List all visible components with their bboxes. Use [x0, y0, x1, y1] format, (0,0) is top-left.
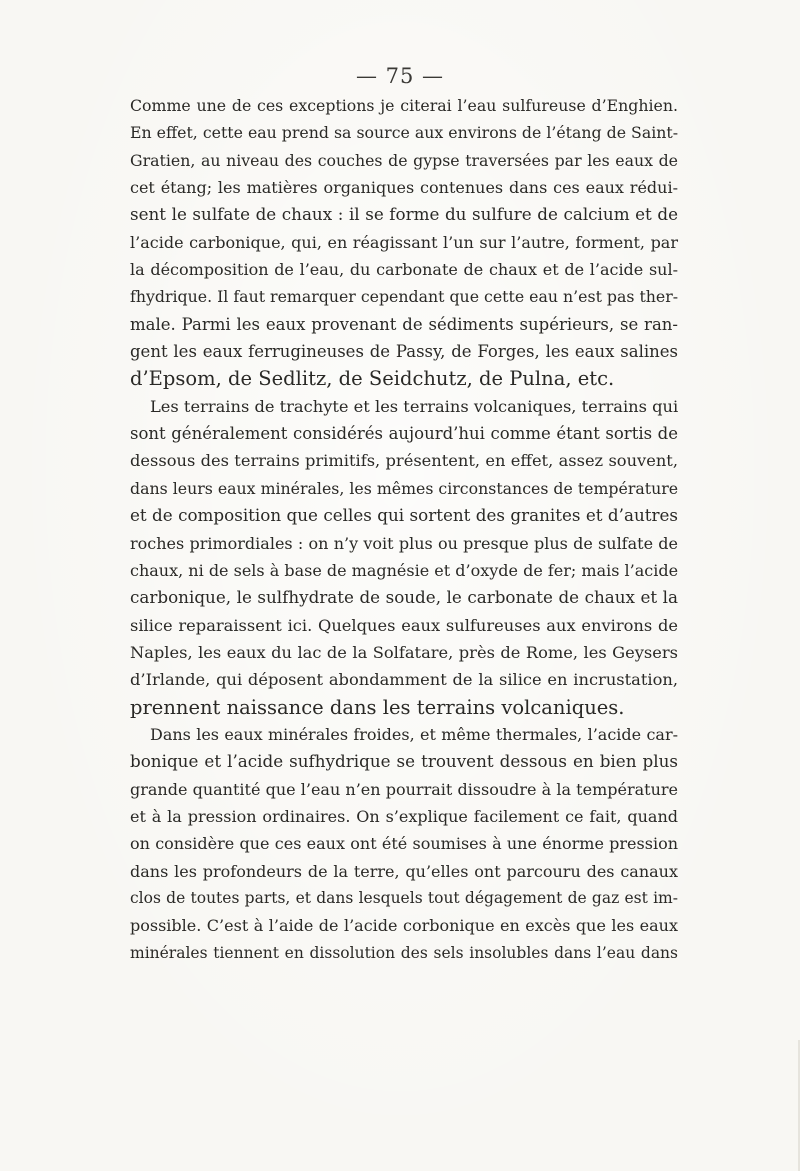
text-line: Naples, les eaux du lac de la Solfatare, près de Rome, les Geysers [130, 642, 678, 662]
text-line: roches primordiales : on n’y voit plus ou presque plus de sulfate de [130, 533, 678, 553]
text-line: chaux, ni de sels à base de magnésie et d’oxyde de fer; mais l’acide [130, 560, 679, 580]
text-line: En effet, cette eau prend sa source aux environs de l’étang de Saint- [130, 123, 679, 143]
text-line: dans les profondeurs de la terre, qu’elles ont parcouru des canaux [130, 861, 678, 881]
text-line: cet étang; les matières organiques contenues dans ces eaux rédui- [130, 178, 678, 198]
paragraph-start-line: Dans les eaux minérales froides, et même thermales, l’acide car- [150, 724, 678, 744]
body-text [130, 92, 678, 967]
text-line: fhydrique. Il faut remarquer cependant que cette eau n’est pas ther- [130, 287, 679, 307]
text-line: bonique et l’acide sufhydrique se trouvent dessous en bien plus [130, 751, 678, 772]
text-line: possible. C’est à l’aide de l’acide corbonique en excès que les eaux [130, 916, 678, 936]
text-line: l’acide carbonique, qui, en réagissant l’un sur l’autre, forment, par [130, 232, 678, 252]
text-line: Comme une de ces exceptions je citerai l’eau sulfureuse d’Enghien. [130, 96, 678, 115]
text-line: dessous des terrains primitifs, présentent, en effet, assez souvent, [130, 451, 678, 471]
paragraph-start-line: Les terrains de trachyte et les terrains volcaniques, terrains qui [150, 396, 679, 416]
text-line: Gratien, au niveau des couches de gypse traversées par les eaux de [130, 150, 678, 170]
text-line: prennent naissance dans les terrains volcaniques. [130, 695, 625, 719]
text-line: clos de toutes parts, et dans lesquels tout dégagement de gaz est im- [130, 888, 678, 907]
text-line: carbonique, le sulfhydrate de soude, le carbonate de chaux et la [130, 587, 678, 608]
text-line: et de composition que celles qui sortent des granites et d’autres [130, 505, 678, 526]
text-line: on considère que ces eaux ont été soumises à une énorme pression [130, 834, 678, 854]
text-line: minérales tiennent en dissolution des sels insolubles dans l’eau dans [130, 943, 678, 962]
text-line: gent les eaux ferrugineuses de Passy, de Forges, les eaux salines [130, 342, 678, 362]
text-line: la décomposition de l’eau, du carbonate de chaux et de l’acide sul- [130, 260, 678, 280]
text-line: dans leurs eaux minérales, les mêmes circonstances de température [130, 478, 679, 498]
text-line: et à la pression ordinaires. On s’explique facilement ce fait, quand [130, 806, 678, 826]
text-line: d’Epsom, de Sedlitz, de Seidchutz, de Pulna, etc. [130, 367, 615, 391]
text-line: silice reparaissent ici. Quelques eaux sulfureuses aux environs de [130, 615, 678, 635]
text-line: sent le sulfate de chaux : il se forme du sulfure de calcium et de [130, 204, 678, 225]
text-line: grande quantité que l’eau n’en pourrait dissoudre à la température [130, 779, 678, 799]
text-line: male. Parmi les eaux provenant de sédiments supérieurs, se ran- [130, 314, 678, 334]
text-line: d’Irlande, qui déposent abondamment de la silice en incrustation, [130, 670, 678, 690]
text-line: sont généralement considérés aujourd’hui comme étant sortis de [130, 424, 678, 444]
page-number: — 75 — [355, 64, 445, 88]
